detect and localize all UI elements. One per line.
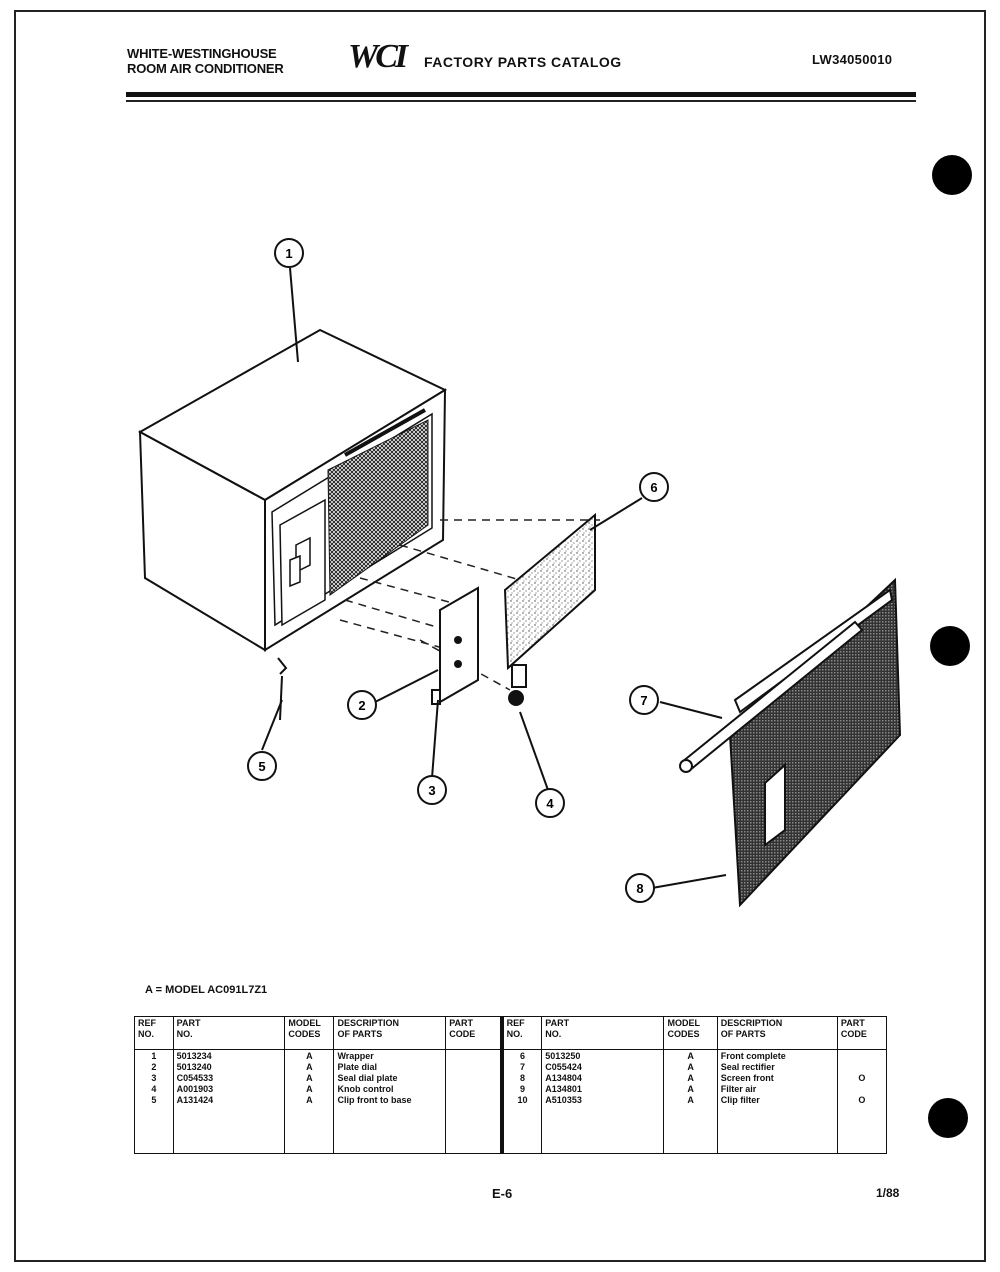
cabinet-wrapper: [140, 330, 445, 650]
callout-label: 3: [428, 783, 436, 798]
front-complete: [730, 580, 900, 905]
header-code: PART CODE: [837, 1017, 886, 1050]
catalog-date: 1/88: [876, 1186, 900, 1200]
callout-label: 7: [640, 693, 648, 708]
wci-logo: WCI: [348, 38, 406, 75]
callout-label: 8: [636, 881, 644, 896]
parts-table: [134, 1016, 887, 1154]
part-codes-left: [446, 1050, 502, 1154]
header-desc: DESCRIPTION OF PARTS: [334, 1017, 446, 1050]
part-numbers-right: 5013250 C055424 A134804 A134801 A510353: [542, 1050, 664, 1154]
descriptions-right: Front complete Seal rectifier Screen front Filter air Clip filter: [717, 1050, 837, 1154]
part-numbers-left: 5013234 5013240 C054533 A001903 A131424: [173, 1050, 285, 1154]
model-codes-right: A A A A A: [664, 1050, 717, 1154]
header-code: PART CODE: [446, 1017, 502, 1050]
descriptions-left: Wrapper Plate dial Seal dial plate Knob control Clip front to base: [334, 1050, 446, 1154]
header-ref: REF NO.: [135, 1017, 174, 1050]
callout-label: 5: [258, 759, 266, 774]
header-part: PART NO.: [542, 1017, 664, 1050]
brand-line-1: WHITE-WESTINGHOUSE: [127, 46, 277, 61]
control-knob: [509, 665, 526, 705]
part-codes-right: O O: [837, 1050, 886, 1154]
callout-label: 6: [650, 480, 658, 495]
dial-plate: [432, 588, 478, 704]
header-model: MODEL CODES: [664, 1017, 717, 1050]
model-codes-left: A A A A A: [285, 1050, 334, 1154]
callout-label: 1: [285, 246, 293, 261]
header-desc: DESCRIPTION OF PARTS: [717, 1017, 837, 1050]
header-model: MODEL CODES: [285, 1017, 334, 1050]
catalog-title: FACTORY PARTS CATALOG: [424, 54, 622, 70]
air-filter: [505, 515, 595, 668]
table-row: [135, 1050, 887, 1154]
brand-line-2: ROOM AIR CONDITIONER: [127, 61, 284, 76]
model-note: A = MODEL AC091L7Z1: [145, 984, 268, 996]
model-code: LW34050010: [812, 52, 893, 67]
header-part: PART NO.: [173, 1017, 285, 1050]
ref-numbers-left: 1 2 3 4 5: [135, 1050, 174, 1154]
table-header-row: [135, 1017, 887, 1050]
clip-front-to-base: [278, 658, 286, 720]
header-ref: REF NO.: [502, 1017, 542, 1050]
page-number: E-6: [492, 1186, 513, 1201]
callout-label: 2: [358, 698, 366, 713]
callout-label: 4: [546, 796, 554, 811]
ref-numbers-right: 6 7 8 9 10: [502, 1050, 542, 1154]
